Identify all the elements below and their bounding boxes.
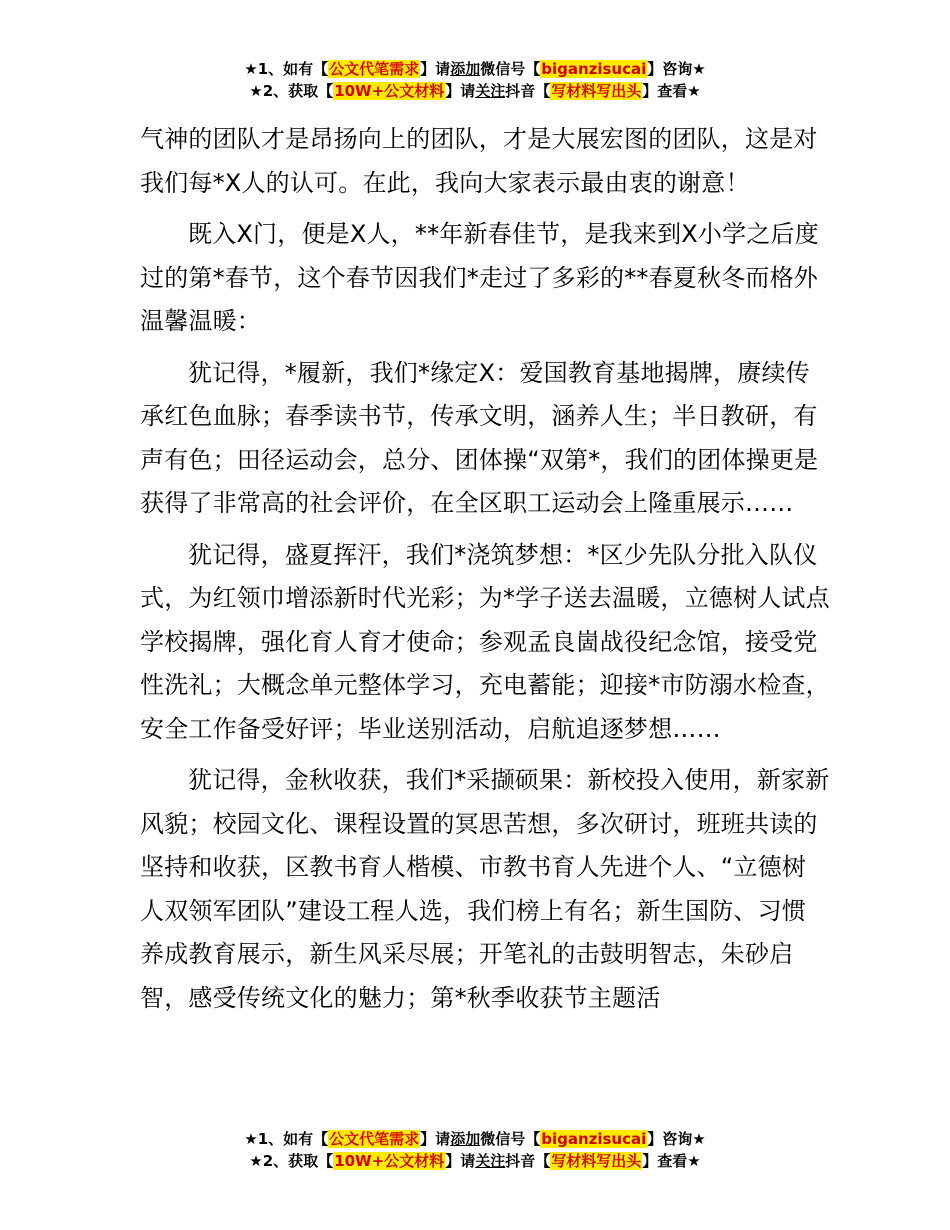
banner-text: 抖音【 xyxy=(505,1152,551,1170)
banner-underlined: 关注 xyxy=(475,82,506,100)
banner-text: ★2、获取【 xyxy=(249,1152,334,1170)
banner-text: ★2、获取【 xyxy=(249,82,334,100)
banner-highlight: 写材料写出头 xyxy=(551,82,642,100)
footer-banner xyxy=(0,1128,950,1172)
banner-highlight: 公文代笔需求 xyxy=(329,1130,420,1148)
banner-text: 】请 xyxy=(420,1130,451,1148)
banner-text: 】请 xyxy=(445,1152,476,1170)
banner-text: 】咨询★ xyxy=(647,60,706,78)
banner-text: 】查看★ xyxy=(642,82,701,100)
banner-underlined: 添加 xyxy=(450,1130,481,1148)
banner-highlight: 10W+公文材料 xyxy=(334,82,445,100)
banner-text: 微信号【 xyxy=(480,1130,541,1148)
banner-underlined: 添加 xyxy=(450,60,481,78)
paragraph: 气神的团队才是昂扬向上的团队，才是大展宏图的团队，这是对我们每*X人的认可。在此，我向大家表示最由衷的谢意！ xyxy=(140,125,818,197)
banner-highlight: 10W+公文材料 xyxy=(334,1152,445,1170)
banner-text: 抖音【 xyxy=(505,82,551,100)
banner-highlight: biganzisucai xyxy=(541,60,647,78)
banner-text: ★1、如有【 xyxy=(244,1130,329,1148)
header-banner xyxy=(0,58,950,102)
banner-text: ★1、如有【 xyxy=(244,60,329,78)
banner-highlight: 公文代笔需求 xyxy=(329,60,420,78)
paragraph: 犹记得，*履新，我们*缘定X：爱国教育基地揭牌，赓续传承红色血脉；春季读书节，传承文明，涵养人生；半日教研，有声有色；田径运动会，总分、团体操“双第*，我们的团体操更是获得了非常高的社会评价，在全区职工运动会上隆重展示…… xyxy=(140,358,819,517)
banner-line-1 xyxy=(0,58,950,80)
banner-text: 】请 xyxy=(445,82,476,100)
banner-line-2 xyxy=(0,80,950,102)
banner-underlined: 关注 xyxy=(475,1152,506,1170)
banner-highlight: 写材料写出头 xyxy=(551,1152,642,1170)
paragraph: 既入X门，便是X人，**年新春佳节，是我来到X小学之后度过的第*春节，这个春节因我们*走过了多彩的**春夏秋冬而格外温馨温暖： xyxy=(140,220,819,335)
banner-text: 】咨询★ xyxy=(647,1130,706,1148)
paragraph: 犹记得，金秋收获，我们*采撷硕果：新校投入使用，新家新风貌；校园文化、课程设置的冥思苦想，多次研讨，班班共读的坚持和收获，区教书育人楷模、市教书育人先进个人、“立德树人双领军团队”建设工程人选，我们榜上有名；新生国防、习惯养成教育展示，新生风采尽展；开笔礼的击鼓明智志，朱砂启智，感受传统文化的魅力；第*秋季收获节主题活 xyxy=(140,766,830,1012)
banner-text: 】请 xyxy=(420,60,451,78)
paragraph: 犹记得，盛夏挥汗，我们*浇筑梦想：*区少先队分批入队仪式，为红领巾增添新时代光彩；为*学子送去温暖，立德树人试点学校揭牌，强化育人育才使命；参观孟良崮战役纪念馆，接受党性洗礼；大概念单元整体学习，充电蓄能；迎接*市防溺水检查，安全工作备受好评；毕业送别活动，启航追逐梦想…… xyxy=(140,540,830,743)
banner-highlight: biganzisucai xyxy=(541,1130,647,1148)
banner-line-1 xyxy=(0,1128,950,1150)
banner-text: 微信号【 xyxy=(480,60,541,78)
banner-text: 】查看★ xyxy=(642,1152,701,1170)
document-body xyxy=(140,118,830,1020)
banner-line-2 xyxy=(0,1150,950,1172)
